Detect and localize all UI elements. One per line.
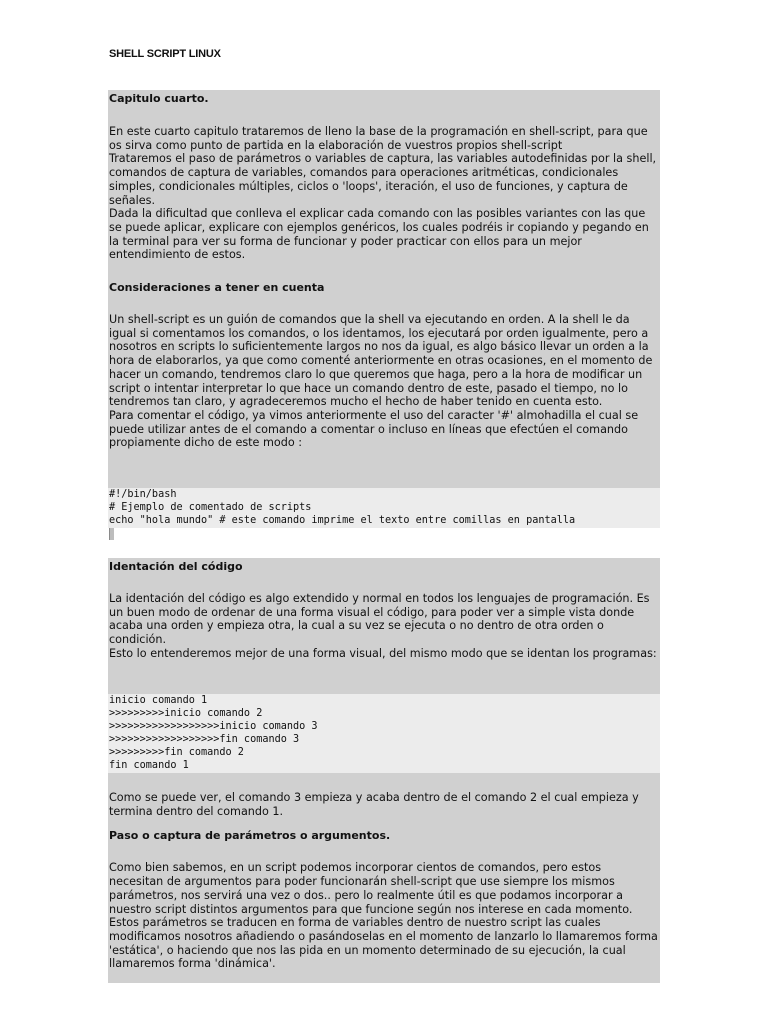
code-line: echo "hola mundo" # este comando imprime el texto entre comillas en pantalla: [109, 515, 576, 526]
parameters-paragraph: Como bien sabemos, en un script podemos incorporar cientos de comandos, pero estos necesitan de argumentos para poder funcionarán shell-script que use siempre los mismos parámetros, nos servirá una vez o dos.. pero lo realmente útil es que podamos incorporar a nuestro script distintos argumentos para que funcione según nos interese en cada momento. Estos parámetros se traducen en forma de variables dentro de nuestro script las cuales modificamos nosotros añadiendo o pasándoselas en el momento de lanzarlo lo llamaremos forma 'estática', o haciendo que nos las pida en un momento determinado de su ejecución, la cual llamaremos forma 'dinámica'.: [109, 861, 658, 971]
code-line: inicio comando 1: [109, 695, 208, 706]
code-line: >>>>>>>>>>>>>>>>>>fin comando 3: [109, 734, 300, 745]
indentation-heading: Identación del código: [109, 560, 243, 573]
code-line: fin comando 1: [109, 760, 189, 771]
section-indentation: [108, 558, 660, 694]
code-line: >>>>>>>>>inicio comando 2: [109, 708, 263, 719]
chapter-heading: Capitulo cuarto.: [109, 92, 209, 105]
considerations-heading: Consideraciones a tener en cuenta: [109, 281, 325, 295]
document-title: SHELL SCRIPT LINUX: [109, 48, 221, 60]
section-parameters: [108, 773, 660, 983]
section-chapter-four: [108, 90, 660, 488]
indentation-explanation: Como se puede ver, el comando 3 empieza y acaba dentro de el comando 2 el cual empieza y termina dentro del comando 1.: [109, 791, 639, 818]
code-line: #!/bin/bash: [109, 489, 177, 500]
indentation-paragraph: La identación del código es algo extendido y normal en todos los lenguajes de programación. Es un buen modo de ordenar de una forma visual el código, para poder ver a simple vista donde acaba una orden y empieza otra, la cual a su vez se ejecuta o no dentro de otra orden o condición. Esto lo entenderemos mejor de una forma visual, del mismo modo que se identan los programas:: [109, 592, 657, 660]
code-line: >>>>>>>>>fin comando 2: [109, 747, 244, 758]
code-block-comments: [108, 488, 660, 528]
code-line: # Ejemplo de comentado de scripts: [109, 502, 312, 513]
parameters-heading: Paso o captura de parámetros o argumentos.: [109, 829, 391, 843]
chapter-intro-paragraph: En este cuarto capitulo trataremos de lleno la base de la programación en shell-script, para que os sirva como punto de partida en la elaboración de vuestros propios shell-script Trataremos el paso de parámetros o variables de captura, las variables autodefinidas por la shell, comandos de captura de variables, comandos para operaciones aritméticas, condicionales simples, condicionales múltiples, ciclos o 'loops', iteración, el uso de funciones, y captura de señales. Dada la dificultad que conlleva el explicar cada comando con las posibles variantes con las que se puede aplicar, explicare con ejemplos genéricos, los cuales podréis ir copiando y pegando en la terminal para ver su forma de funcionar y poder practicar con ellos para un mejor entendimiento de estos.: [109, 125, 657, 262]
scroll-marker: [109, 528, 114, 540]
code-block-indentation: [108, 694, 660, 773]
considerations-paragraph: Un shell-script es un guión de comandos que la shell va ejecutando en orden. A la shell le da igual si comentamos los comandos, o los identamos, los ejecutará por orden igualmente, pero a nosotros en scripts lo suficientemente largos no nos da igual, es algo básico llevar un orden a la hora de elaborarlos, ya que como comenté anteriormente en otras ocasiones, en el momento de hacer un comando, tendremos claro lo que queremos que haga, pero a la hora de modificar un script o intentar interpretar lo que hace un comando dentro de este, pasado el tiempo, no lo tendremos tan claro, y agradeceremos mucho el hecho de haber tenido en cuenta esto. Para comentar el código, ya vimos anteriormente el uso del caracter '#' almohadilla el cual se puede utilizar antes de el comando a comentar o incluso en líneas que efectúen el comando propiamente dicho de este modo :: [109, 313, 653, 450]
code-line: >>>>>>>>>>>>>>>>>>inicio comando 3: [109, 721, 318, 732]
